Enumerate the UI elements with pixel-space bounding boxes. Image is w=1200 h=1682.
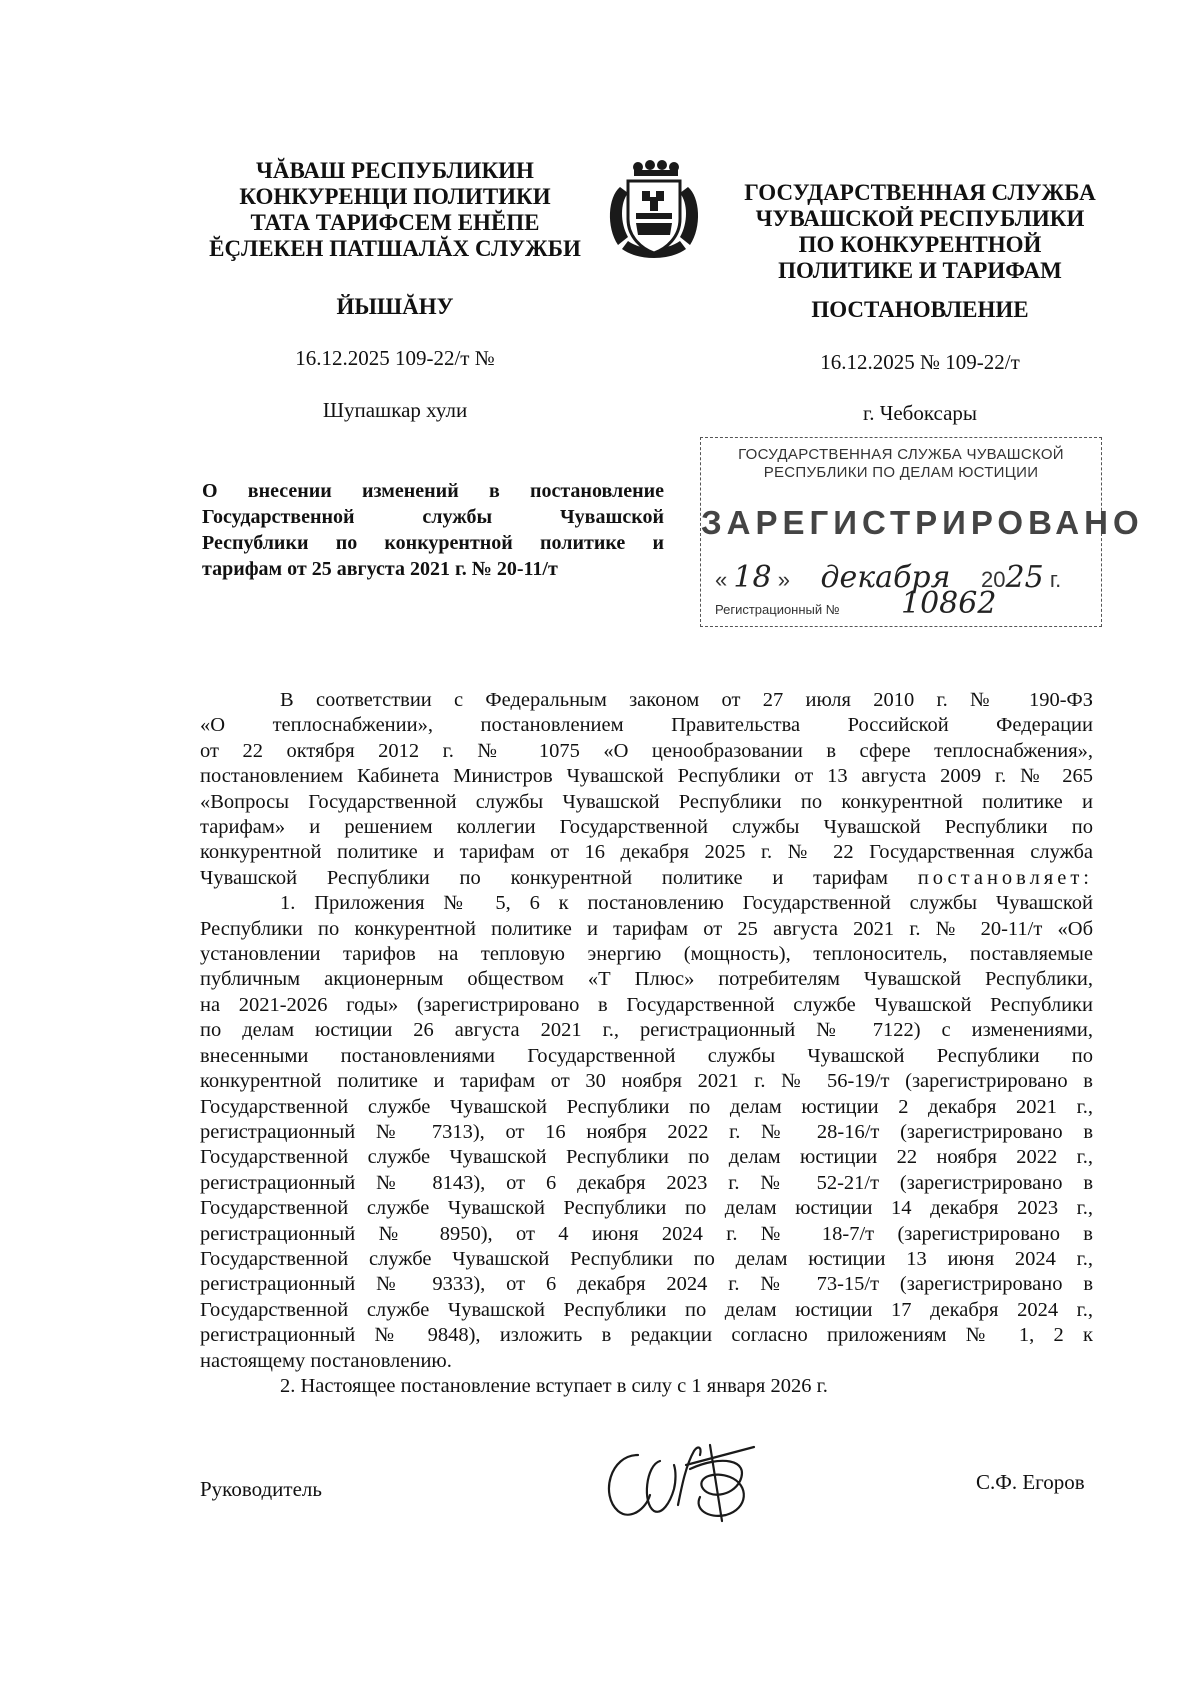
header-chuvash-line: КОНКУРЕНЦИ ПОЛИТИКИ bbox=[239, 184, 551, 209]
doctype-chuvash: ЙЫШĂНУ bbox=[336, 294, 454, 319]
subject-line: О внесении изменений в постановление bbox=[202, 480, 664, 502]
header-russian-line: ПОЛИТИКЕ И ТАРИФАМ bbox=[778, 258, 1062, 283]
header-chuvash-line: ĔÇЛЕКЕН ПАТШАЛĂХ СЛУЖБИ bbox=[209, 236, 581, 261]
decree-word: постановляет: bbox=[917, 866, 1093, 889]
body-line: установлении тарифов на тепловую энергию (мощность), теплоноситель, поставляемые bbox=[200, 943, 1093, 966]
body-line: Республики по конкурентной политике и тарифам от 25 августа 2021 г. № 20-11/т «Об bbox=[200, 917, 1093, 940]
body-line: конкурентной политике и тарифам от 16 декабря 2025 г. № 22 Государственная служба bbox=[200, 841, 1093, 864]
doctype-russian: ПОСТАНОВЛЕНИЕ bbox=[811, 297, 1029, 322]
stamp-month: декабря bbox=[820, 560, 951, 595]
stamp-quote-close: » bbox=[777, 567, 790, 592]
body-line: Государственной службе Чувашской Республики по делам юстиции 2 декабря 2021 г., bbox=[200, 1095, 1093, 1118]
stamp-number-label: Регистрационный № bbox=[715, 602, 840, 617]
stamp-year-suffix: 25 bbox=[1005, 560, 1044, 595]
body-line: «Вопросы Государственной службы Чувашской Республики по конкурентной политике и bbox=[200, 790, 1093, 813]
body-line: 1. Приложения № 5, 6 к постановлению Государственной службы Чувашской bbox=[280, 892, 1093, 915]
stamp-year-unit: г. bbox=[1049, 567, 1062, 592]
city-chuvash: Шупашкар хули bbox=[322, 398, 468, 422]
body-line: регистрационный № 9333), от 6 декабря 2024 г. № 73-15/т (зарегистрировано в bbox=[200, 1273, 1093, 1296]
stamp-quote-open: « bbox=[715, 567, 728, 592]
body-line: Государственной службе Чувашской Республики по делам юстиции 14 декабря 2023 г., bbox=[200, 1197, 1093, 1220]
body-line bbox=[200, 866, 1093, 891]
stamp-organization bbox=[701, 446, 1101, 482]
subject-line: Республики по конкурентной политике и bbox=[202, 532, 664, 554]
body-line: тарифам» и решением коллегии Государственной службы Чувашской Республики по bbox=[200, 816, 1093, 839]
subject-line: Государственной службы Чувашской bbox=[202, 506, 664, 528]
body-line: регистрационный № 8143), от 6 декабря 2023 г. № 52-21/т (зарегистрировано в bbox=[200, 1171, 1093, 1194]
signatory-name: С.Ф. Егоров bbox=[976, 1470, 1085, 1494]
document-body bbox=[200, 688, 1093, 1399]
body-line: В соответствии с Федеральным законом от 27 июля 2010 г. № 190-ФЗ bbox=[280, 689, 1093, 711]
document-subject bbox=[202, 478, 664, 582]
body-line: по делам юстиции 26 августа 2021 г., регистрационный № 7122) с изменениями, bbox=[200, 1019, 1093, 1042]
body-line: Государственной службе Чувашской Республики по делам юстиции 17 декабря 2024 г., bbox=[200, 1298, 1093, 1321]
stamp-year-prefix: 20 bbox=[981, 567, 1006, 592]
header-chuvash-line: ТАТА ТАРИФСЕМ ЕНĔПЕ bbox=[250, 210, 540, 235]
stamp-org-line: РЕСПУБЛИКИ ПО ДЕЛАМ ЮСТИЦИИ bbox=[763, 464, 1039, 481]
body-line: регистрационный № 7313), от 16 ноября 2022 г. № 28-16/т (зарегистрировано в bbox=[200, 1120, 1093, 1143]
chuvash-coat-of-arms-icon bbox=[598, 157, 710, 272]
body-line: конкурентной политике и тарифам от 30 ноября 2021 г. № 56-19/т (зарегистрировано в bbox=[200, 1070, 1093, 1093]
handwritten-signature-icon bbox=[590, 1425, 765, 1535]
header-chuvash bbox=[195, 158, 595, 262]
header-russian bbox=[720, 180, 1120, 284]
stamp-number: 10862 bbox=[901, 586, 997, 621]
stamp-org-line: ГОСУДАРСТВЕННАЯ СЛУЖБА ЧУВАШСКОЙ bbox=[738, 446, 1064, 463]
body-line: «О теплоснабжении», постановлением Правительства Российской Федерации bbox=[200, 714, 1093, 737]
body-line: внесенными постановлениями Государственной службы Чувашской Республики по bbox=[200, 1044, 1093, 1067]
subject-line: тарифам от 25 августа 2021 г. № 20-11/т bbox=[202, 558, 558, 580]
date-number-chuvash: 16.12.2025 109-22/т № bbox=[295, 346, 495, 370]
signatory-title: Руководитель bbox=[200, 1477, 322, 1501]
body-line: Государственной службе Чувашской Республики по делам юстиции 22 ноября 2022 г., bbox=[200, 1146, 1093, 1169]
city-russian: г. Чебоксары bbox=[862, 401, 978, 425]
header-russian-line: ГОСУДАРСТВЕННАЯ СЛУЖБА bbox=[744, 180, 1096, 205]
body-line: публичным акционерным обществом «Т Плюс» потребителям Чувашской Республики, bbox=[200, 968, 1093, 991]
stamp-day: 18 bbox=[733, 560, 772, 595]
header-russian-line: ПО КОНКУРЕНТНОЙ bbox=[798, 232, 1042, 257]
body-line: Государственной службе Чувашской Республики по делам юстиции 13 июня 2024 г., bbox=[200, 1247, 1093, 1270]
body-line: регистрационный № 8950), от 4 июня 2024 г. № 18-7/т (зарегистрировано в bbox=[200, 1222, 1093, 1245]
stamp-registered: ЗАРЕГИСТРИРОВАНО bbox=[701, 504, 1144, 541]
body-line: постановлением Кабинета Министров Чувашской Республики от 13 августа 2009 г. № 265 bbox=[200, 765, 1093, 788]
body-line: 2. Настоящее постановление вступает в силу с 1 января 2026 г. bbox=[280, 1374, 828, 1397]
header-chuvash-line: ЧĂВАШ РЕСПУБЛИКИН bbox=[256, 158, 534, 183]
header-russian-line: ЧУВАШСКОЙ РЕСПУБЛИКИ bbox=[755, 206, 1085, 231]
body-line-text: Чувашской Республики по конкурентной политике и тарифам bbox=[200, 866, 888, 889]
body-line: на 2021-2026 годы» (зарегистрировано в Государственной службе Чувашской Республики bbox=[200, 993, 1093, 1016]
body-line: настоящему постановлению. bbox=[200, 1349, 452, 1372]
body-line: регистрационный № 9848), изложить в редакции согласно приложениям № 1, 2 к bbox=[200, 1324, 1093, 1347]
date-number-russian: 16.12.2025 № 109-22/т bbox=[820, 350, 1020, 374]
body-line: от 22 октября 2012 г. № 1075 «О ценообразовании в сфере теплоснабжения», bbox=[200, 739, 1093, 762]
stamp-date bbox=[715, 560, 1061, 595]
registration-stamp bbox=[700, 437, 1144, 627]
